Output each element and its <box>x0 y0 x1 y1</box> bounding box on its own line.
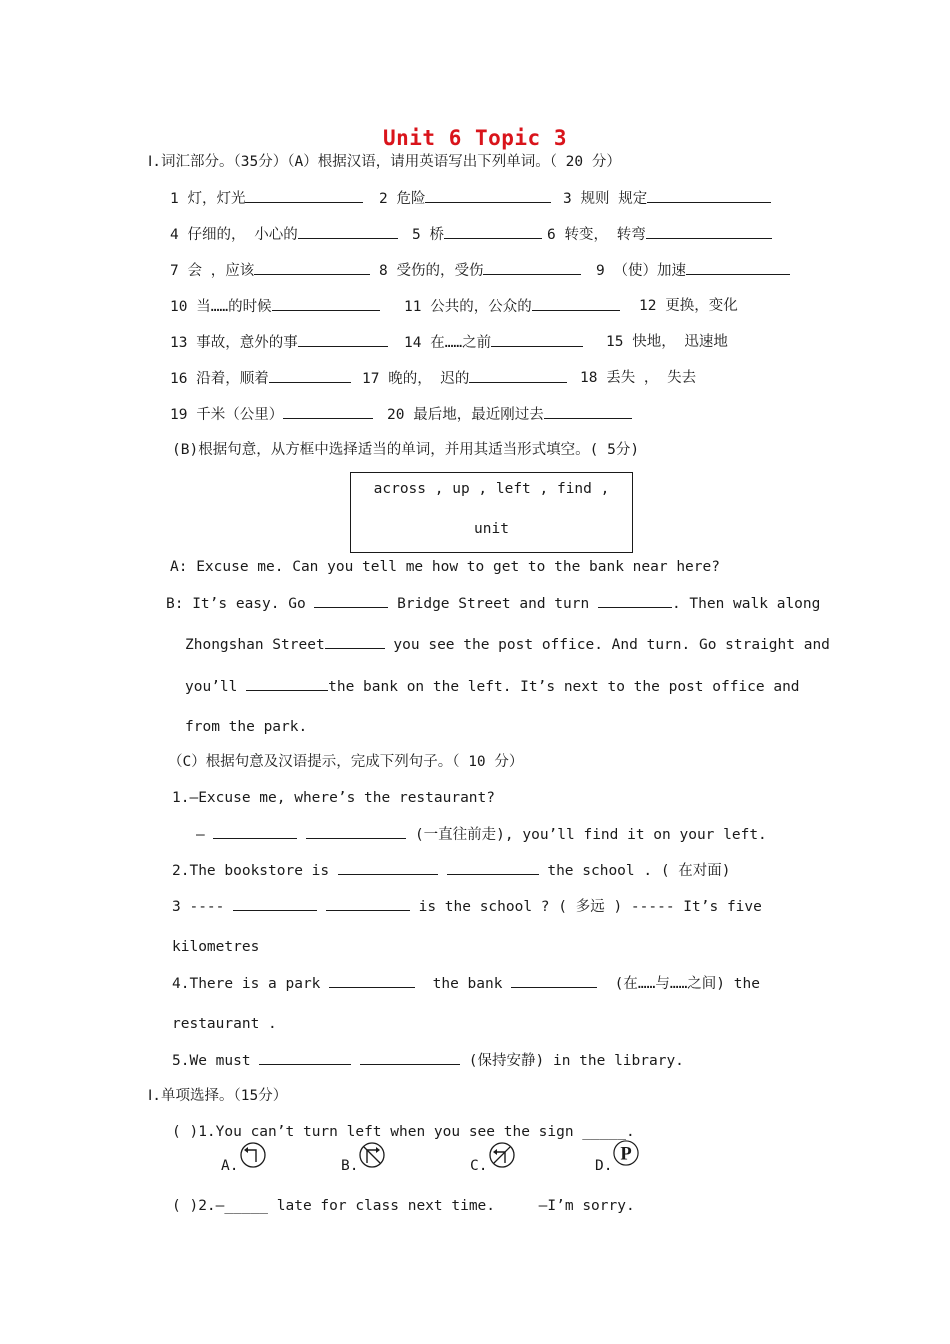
answer-blank[interactable] <box>444 224 542 239</box>
answer-blank[interactable] <box>298 332 388 347</box>
sentence-text: (在……与……之间) the <box>614 976 760 992</box>
answer-paren[interactable]: ( ) <box>172 1198 199 1214</box>
sentence-text: (一直往前走), you’ll find it on your left. <box>414 827 767 843</box>
vocab-item-wrap <box>606 332 728 352</box>
dialogue-text: the bank on the left. It’s next to the post office and <box>328 679 800 695</box>
sentence-5 <box>172 1050 684 1071</box>
option-b-label[interactable]: B. <box>341 1158 359 1174</box>
dialogue-line-b1 <box>166 593 820 614</box>
sentence-4-cont: restaurant . <box>172 1016 277 1032</box>
dialogue-line-a: A: Excuse me. Can you tell me how to get to the bank near here? <box>170 559 720 575</box>
answer-blank[interactable] <box>283 404 373 419</box>
answer-blank[interactable] <box>646 224 772 239</box>
sentence-text: 4.There is a park <box>172 976 321 992</box>
vocab-item-wrap <box>404 296 620 317</box>
answer-blank[interactable] <box>325 634 385 649</box>
question-text: 2.—_____ late for class next time. <box>198 1198 496 1214</box>
sentence-1a: 1.—Excuse me, where’s the restaurant? <box>172 790 496 806</box>
vocab-item: 1 灯，灯光 <box>170 191 246 207</box>
section-heading-vocabulary: Ⅰ.词汇部分。（35分）（A）根据汉语，请用英语写出下列单词。（ 20 分） <box>148 154 621 170</box>
answer-blank[interactable] <box>532 296 620 311</box>
answer-blank[interactable] <box>314 593 388 608</box>
word-box-line-2: unit <box>474 521 509 537</box>
option-c-label[interactable]: C. <box>470 1158 488 1174</box>
vocab-item: 17 晚的， 迟的 <box>362 371 470 387</box>
option-a-label[interactable]: A. <box>221 1158 239 1174</box>
vocab-item: 4 仔细的， 小心的 <box>170 227 298 243</box>
vocab-item-wrap <box>170 332 388 353</box>
answer-blank[interactable] <box>326 896 410 911</box>
sentence-text: the bank <box>432 976 503 992</box>
vocab-item: 16 沿着，顺着 <box>170 371 269 387</box>
answer-paren[interactable]: ( ) <box>172 1124 199 1140</box>
answer-blank[interactable] <box>246 676 328 691</box>
vocab-item-wrap <box>170 404 373 425</box>
vocab-item-wrap <box>580 368 696 388</box>
answer-blank[interactable] <box>469 368 567 383</box>
vocab-item: 12 更换，变化 <box>639 298 738 314</box>
part-c-heading: （C）根据句意及汉语提示，完成下列句子。（ 10 分） <box>168 754 524 770</box>
dialogue-text: Bridge Street and turn <box>397 596 590 612</box>
answer-blank[interactable] <box>483 260 581 275</box>
vocab-item-wrap <box>379 188 551 209</box>
sentence-text: 5.We must <box>172 1053 251 1069</box>
no-left-turn-sign-icon[interactable] <box>240 1142 266 1168</box>
word-box <box>350 472 633 553</box>
answer-blank[interactable] <box>254 260 370 275</box>
answer-blank[interactable] <box>245 188 363 203</box>
vocab-item-wrap <box>639 296 738 316</box>
sentence-3 <box>172 896 762 917</box>
vocab-item-wrap <box>563 188 771 209</box>
sentence-text: 2.The bookstore is <box>172 863 330 879</box>
answer-blank[interactable] <box>338 860 438 875</box>
vocab-item: 13 事故，意外的事 <box>170 335 298 351</box>
vocab-item-wrap <box>412 224 542 245</box>
answer-blank[interactable] <box>544 404 632 419</box>
vocab-item: 6 转变， 转弯 <box>547 227 646 243</box>
part-b-heading: (B)根据句意，从方框中选择适当的单词，并用其适当形式填空。( 5分) <box>172 442 640 458</box>
vocab-item-wrap <box>387 404 632 425</box>
answer-blank[interactable] <box>272 296 380 311</box>
dialogue-line-b3 <box>185 676 800 697</box>
vocab-item: 15 快地， 迅速地 <box>606 334 728 350</box>
option-d-label[interactable]: D. <box>595 1158 613 1174</box>
answer-blank[interactable] <box>686 260 790 275</box>
answer-blank[interactable] <box>360 1050 460 1065</box>
answer-blank[interactable] <box>425 188 551 203</box>
sentence-3-cont: kilometres <box>172 939 260 955</box>
sentence-text: (保持安静) in the library. <box>468 1053 684 1069</box>
word-box-line-1: across , up , left , find , <box>373 481 610 497</box>
sentence-2 <box>172 860 731 881</box>
answer-blank[interactable] <box>233 896 317 911</box>
vocab-item-wrap <box>170 224 398 245</box>
section-heading-choice: Ⅰ.单项选择。（15分） <box>148 1088 288 1104</box>
dialogue-line-b2 <box>185 634 830 655</box>
vocab-item-wrap <box>547 224 772 245</box>
sentence-4 <box>172 973 760 994</box>
dialogue-text: you’ll <box>185 679 238 695</box>
vocab-item: 7 会 ，应该 <box>170 263 255 279</box>
page-title: Unit 6 Topic 3 <box>382 126 567 150</box>
answer-blank[interactable] <box>329 973 415 988</box>
vocab-item-wrap <box>170 368 351 389</box>
sentence-text: 3 ---- <box>172 899 225 915</box>
question-1 <box>172 1122 635 1142</box>
vocab-item: 8 受伤的，受伤 <box>379 263 484 279</box>
answer-blank[interactable] <box>647 188 771 203</box>
vocab-item: 14 在……之前 <box>404 335 492 351</box>
answer-blank[interactable] <box>213 824 297 839</box>
vocab-item-wrap <box>404 332 583 353</box>
answer-blank[interactable] <box>598 593 672 608</box>
question-text: 1.You can’t turn left when you see the sign _____. <box>198 1124 635 1140</box>
dash: — <box>196 827 205 843</box>
vocab-item-wrap <box>596 260 790 281</box>
vocab-item: 5 桥 <box>412 227 444 243</box>
answer-blank[interactable] <box>491 332 583 347</box>
parking-sign-letter: P <box>620 1143 632 1165</box>
vocab-item-wrap <box>362 368 567 389</box>
answer-blank[interactable] <box>298 224 398 239</box>
vocab-item: 20 最后地，最近刚过去 <box>387 407 544 423</box>
vocab-row-1 <box>170 188 363 209</box>
dialogue-text: you see the post office. And turn. Go straight and <box>393 637 830 653</box>
vocab-item-wrap <box>170 296 380 317</box>
sentence-text: is the school ? ( 多远 ) ----- It’s five <box>418 899 762 915</box>
question-2 <box>172 1196 635 1216</box>
vocab-item: 3 规则 规定 <box>563 191 648 207</box>
dialogue-line-b4: from the park. <box>185 719 308 735</box>
dialogue-text: . Then walk along <box>671 596 821 612</box>
no-left-turn-prohibited-sign-icon[interactable] <box>489 1142 515 1168</box>
vocab-item-wrap <box>379 260 581 281</box>
vocab-item: 19 千米（公里） <box>170 407 284 423</box>
vocab-item: 10 当……的时候 <box>170 299 272 315</box>
sentence-1b <box>196 824 767 845</box>
sentence-text: the school . ( 在对面) <box>547 863 731 879</box>
vocab-item: 9 （使）加速 <box>596 263 686 279</box>
question-text: —I’m sorry. <box>538 1198 635 1214</box>
answer-blank[interactable] <box>511 973 597 988</box>
parking-sign-icon[interactable] <box>613 1140 639 1166</box>
answer-blank[interactable] <box>259 1050 351 1065</box>
vocab-item: 11 公共的，公众的 <box>404 299 532 315</box>
dialogue-text: Zhongshan Street <box>185 637 325 653</box>
no-right-turn-sign-icon[interactable] <box>359 1142 385 1168</box>
answer-blank[interactable] <box>269 368 351 383</box>
vocab-item: 18 丢失 ， 失去 <box>580 370 697 386</box>
answer-blank[interactable] <box>306 824 406 839</box>
answer-blank[interactable] <box>447 860 539 875</box>
vocab-item: 2 危险 <box>379 191 426 207</box>
vocab-item-wrap <box>170 260 370 281</box>
dialogue-text: B: It’s easy. Go <box>166 596 306 612</box>
